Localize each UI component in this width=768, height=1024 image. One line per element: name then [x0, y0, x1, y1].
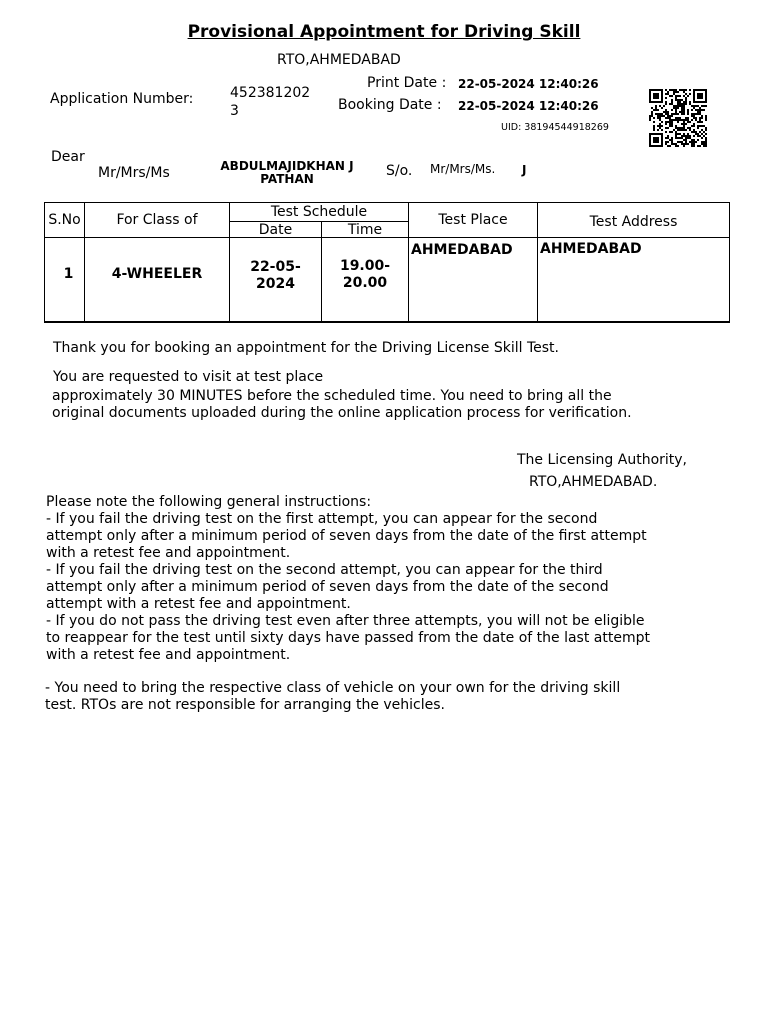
header-date: Date	[258, 221, 293, 238]
parent-salutation: Mr/Mrs/Ms.	[430, 162, 496, 176]
salutation: Mr/Mrs/Ms	[98, 165, 170, 181]
instruction-line: - If you do not pass the driving test even after three attempts, you will not be eligible	[46, 613, 645, 629]
vehicle-note-line1: - You need to bring the respective class of vehicle on your own for the driving skill	[45, 680, 621, 696]
row-class: 4-WHEELER	[111, 266, 203, 282]
visit-text-line2: approximately 30 MINUTES before the scheduled time. You need to bring all the	[52, 388, 612, 404]
page-title: Provisional Appointment for Driving Skill	[187, 22, 581, 42]
applicant-name-line2: PATHAN	[260, 172, 314, 186]
row-date-line2: 2024	[256, 276, 295, 292]
row-time-line1: 19.00-	[339, 258, 391, 274]
office-name: RTO,AHMEDABAD	[277, 52, 401, 68]
authority-line1: The Licensing Authority,	[517, 452, 688, 468]
instruction-line: - If you fail the driving test on the second attempt, you can appear for the third	[46, 562, 603, 578]
header-test-place: Test Place	[438, 212, 508, 228]
row-test-place: AHMEDABAD	[411, 242, 513, 258]
row-sno: 1	[63, 266, 74, 282]
application-number-line1: 452381202	[230, 85, 311, 101]
application-number-line2: 3	[230, 103, 239, 119]
header-time: Time	[347, 221, 383, 238]
uid-text: UID: 38194544918269	[501, 122, 609, 133]
qr-code-icon	[647, 88, 709, 148]
dear-label: Dear	[51, 149, 85, 165]
parent-name: J	[522, 163, 527, 177]
thank-you-text: Thank you for booking an appointment for the Driving License Skill Test.	[53, 340, 559, 356]
row-test-address: AHMEDABAD	[540, 241, 642, 257]
application-number-label: Application Number:	[50, 91, 194, 107]
instruction-line: with a retest fee and appointment.	[46, 647, 291, 663]
booking-date-value: 22-05-2024 12:40:26	[458, 99, 599, 113]
visit-text-line1: You are requested to visit at test place	[53, 369, 324, 385]
authority-line2: RTO,AHMEDABAD.	[529, 474, 658, 490]
applicant-name-line1: ABDULMAJIDKHAN J	[220, 159, 354, 173]
booking-date-label: Booking Date :	[338, 97, 442, 113]
header-class: For Class of	[116, 212, 198, 228]
instructions-heading: Please note the following general instructions:	[46, 494, 372, 510]
instruction-line: - If you fail the driving test on the first attempt, you can appear for the second	[46, 511, 598, 527]
relation-label: S/o.	[386, 163, 413, 179]
row-time-line2: 20.00	[342, 275, 388, 291]
instruction-line: with a retest fee and appointment.	[46, 545, 291, 561]
header-sno: S.No	[48, 212, 81, 228]
instruction-line: attempt with a retest fee and appointment.	[46, 596, 351, 612]
header-test-address: Test Address	[589, 214, 678, 230]
instruction-line: to reappear for the test until sixty days have passed from the date of the last attempt	[46, 630, 650, 646]
visit-text-line3: original documents uploaded during the online application process for verification.	[52, 405, 632, 421]
print-date-label: Print Date :	[367, 75, 447, 91]
print-date-value: 22-05-2024 12:40:26	[458, 77, 599, 91]
row-date-line1: 22-05-	[250, 259, 301, 275]
instruction-line: attempt only after a minimum period of seven days from the date of the first attempt	[46, 528, 647, 544]
vehicle-note-line2: test. RTOs are not responsible for arranging the vehicles.	[45, 697, 445, 713]
instruction-line: attempt only after a minimum period of seven days from the date of the second	[46, 579, 609, 595]
header-test-schedule: Test Schedule	[270, 204, 368, 220]
